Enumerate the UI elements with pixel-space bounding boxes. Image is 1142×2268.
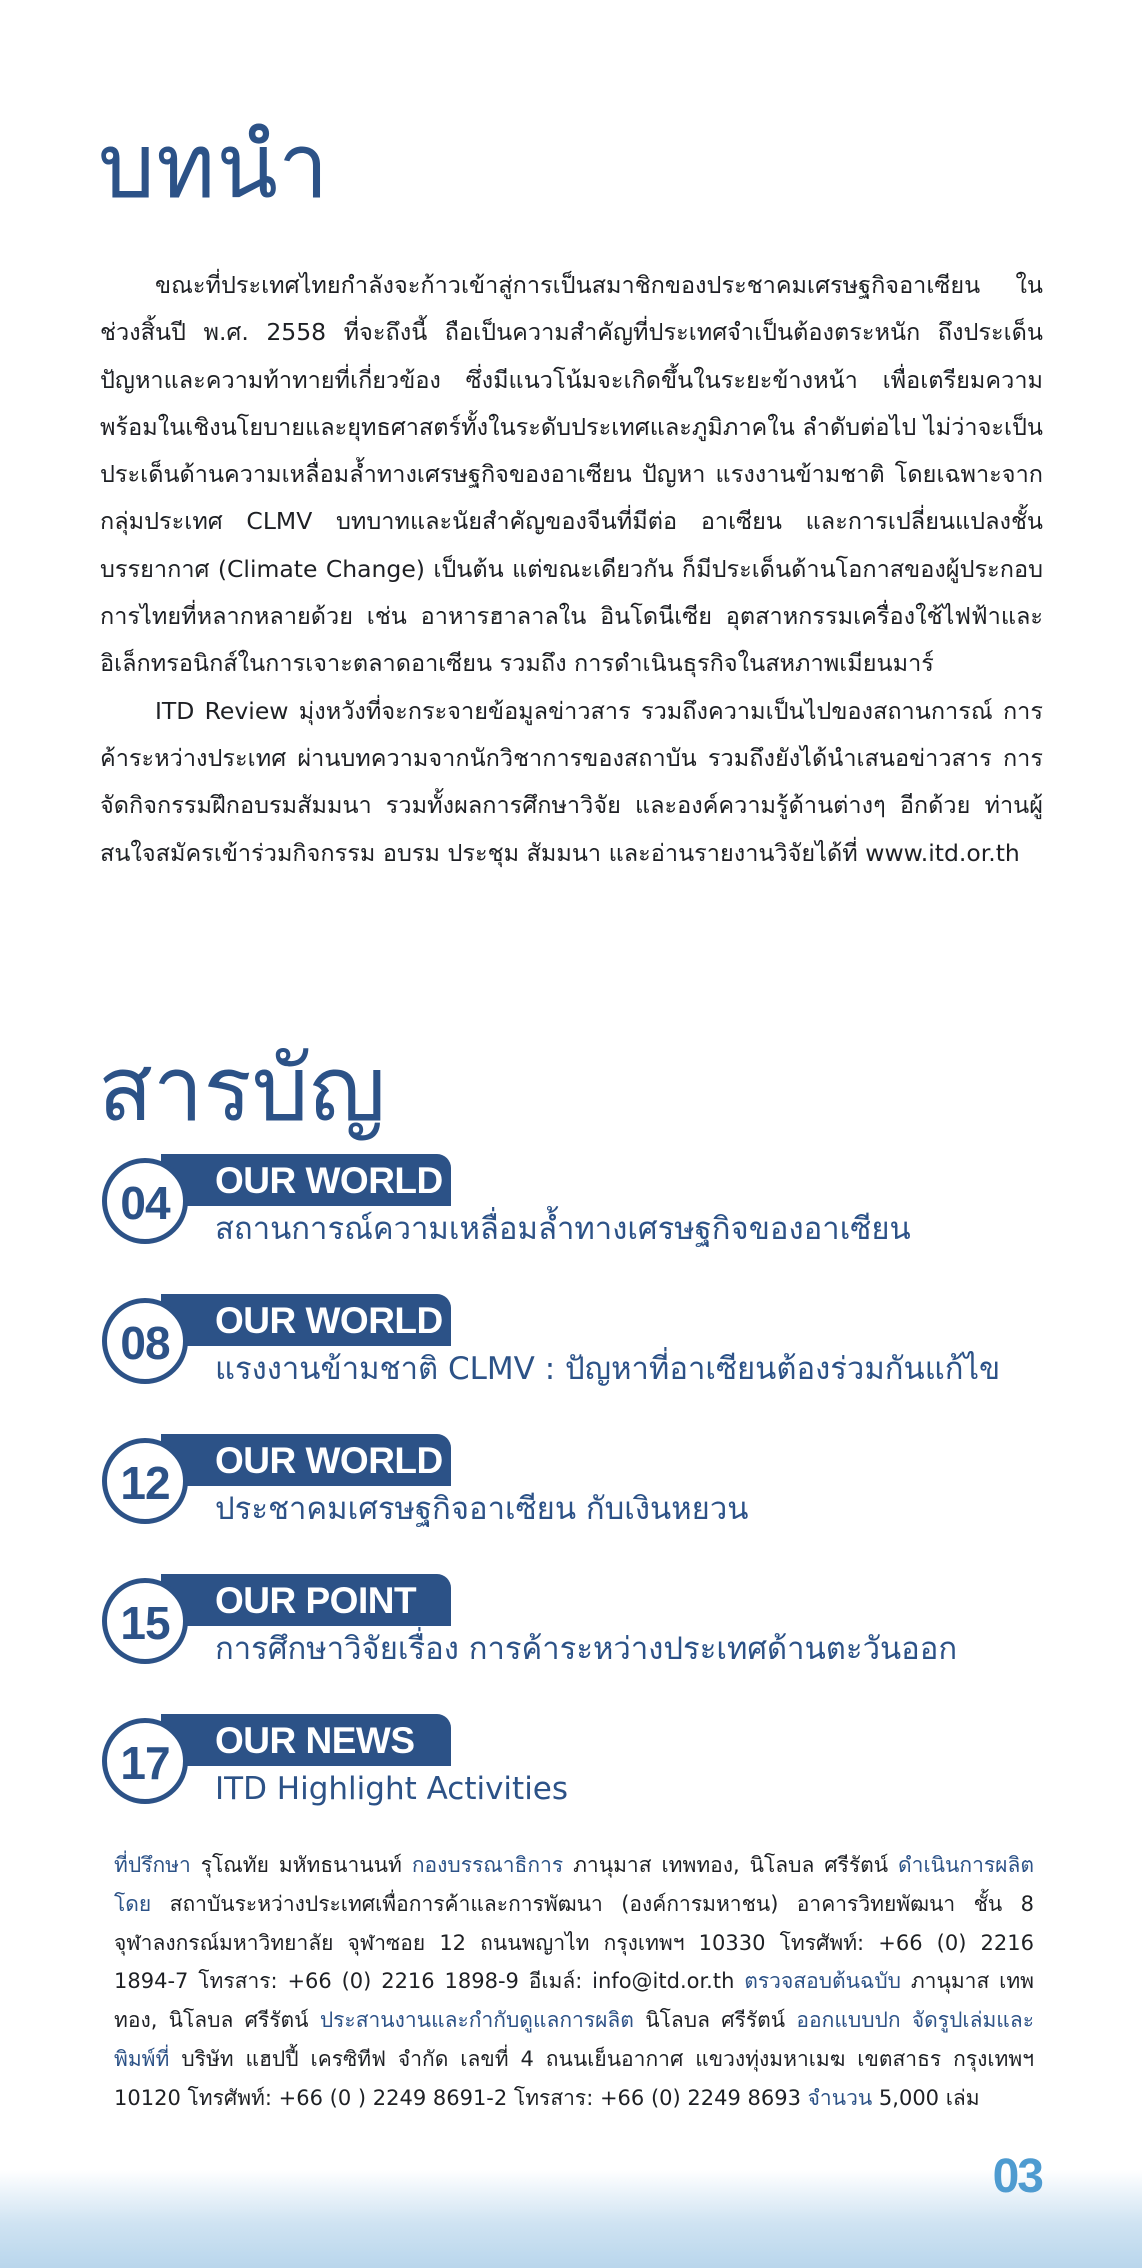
page-number-badge bbox=[102, 1578, 188, 1664]
toc-section-label: OUR POINT bbox=[215, 1580, 417, 1621]
proofread-label: ตรวจสอบต้นฉบับ bbox=[744, 1969, 901, 1994]
toc-page-number: 04 bbox=[120, 1177, 170, 1229]
copies-label: จำนวน bbox=[807, 2085, 873, 2110]
toc-section-label: OUR WORLD bbox=[215, 1300, 443, 1341]
toc-item-17[interactable] bbox=[101, 1714, 1001, 1814]
intro-body bbox=[100, 262, 1043, 877]
advisor-name: รุโณทัย มหัทธนานนท์ bbox=[200, 1853, 402, 1877]
footer-gradient-band bbox=[0, 2170, 1142, 2268]
intro-paragraph: ITD Review มุ่งหวังที่จะกระจายข้อมูลข่าวสาร รวมถึงความเป็นไปของสถานการณ์ การค้าระหว่างประเทศ ผ่านบทความจากนักวิชาการของสถาบัน รวมถึงยังได้นำเสนอข่าวสาร การจัดกิจกรรมฝึกอบรมสัมมนา รวมทั้งผลการศึกษาวิจัย และองค์ความรู้ด้านต่างๆ อีกด้วย ท่านผู้สนใจสมัครเข้าร่วมกิจกรรม อบรม ประชุม สัมมนา และอ่านรายงานวิจัยได้ที่ www.itd.or.th bbox=[100, 696, 1043, 867]
copies-count: 5,000 เล่ม bbox=[878, 2085, 980, 2110]
producer-label: ดำเนินการผลิตโดย bbox=[114, 1853, 1034, 1916]
toc-item-12[interactable] bbox=[101, 1434, 1001, 1534]
toc-page-number: 12 bbox=[120, 1457, 170, 1509]
page-number-badge bbox=[102, 1718, 188, 1804]
page-number-badge bbox=[102, 1438, 188, 1524]
toc-item-08[interactable] bbox=[101, 1294, 1001, 1394]
page-number-badge bbox=[102, 1298, 188, 1384]
toc-page-number: 17 bbox=[120, 1737, 170, 1789]
toc-heading: สารบัญ bbox=[98, 1037, 386, 1142]
editors-label: กองบรรณาธิการ bbox=[411, 1853, 564, 1877]
coordination-label: ประสานงานและกำกับดูแลการผลิต bbox=[319, 2008, 634, 2033]
page-number: 03 bbox=[992, 2150, 1042, 2203]
intro-heading: บทนำ bbox=[98, 114, 330, 219]
toc-section-label: OUR WORLD bbox=[215, 1160, 443, 1201]
page-number-badge bbox=[102, 1158, 188, 1244]
design-label: ออกแบบปก จัดรูปเล่มและพิมพ์ที่ bbox=[114, 2008, 1034, 2071]
producer-details: สถาบันระหว่างประเทศเพื่อการค้าและการพัฒนา (องค์การมหาชน) อาคารวิทยพัฒนา ชั้น 8 จุฬาลงกรณ์มหาวิทยาลัย จุฬาซอย 12 ถนนพญาไท กรุงเทพฯ 10330 โทรศัพท์: +66 (0) 2216 1894-7 โทรสาร: +66 (0) 2216 1898-9 อีเมล์: info@itd.or.th bbox=[114, 1891, 1034, 1994]
advisor-label: ที่ปรึกษา bbox=[114, 1853, 191, 1877]
intro-paragraph: ขณะที่ประเทศไทยกำลังจะก้าวเข้าสู่การเป็นสมาชิกของประชาคมเศรษฐกิจอาเซียน ในช่วงสิ้นปี พ.ศ. 2558 ที่จะถึงนี้ ถือเป็นความสำคัญที่ประเทศจำเป็นต้องตระหนัก ถึงประเด็นปัญหาและความท้าทายที่เกี่ยวข้อง ซึ่งมีแนวโน้มจะเกิดขึ้นในระยะข้างหน้า เพื่อเตรียมความพร้อมในเชิงนโยบายและยุทธศาสตร์ทั้งในระดับประเทศและภูมิภาคใน ลำดับต่อไป ไม่ว่าจะเป็นประเด็นด้านความเหลื่อมล้ำทางเศรษฐกิจของอาเซียน ปัญหา แรงงานข้ามชาติ โดยเฉพาะจากกลุ่มประเทศ CLMV บทบาทและนัยสำคัญของจีนที่มีต่อ อาเซียน และการเปลี่ยนแปลงชั้นบรรยากาศ (Climate Change) เป็นต้น แต่ขณะเดียวกัน ก็มีประเด็นด้านโอกาสของผู้ประกอบการไทยที่หลากหลายด้วย เช่น อาหารฮาลาลใน อินโดนีเซีย อุตสาหกรรมเครื่องใช้ไฟฟ้าและอิเล็กทรอนิกส์ในการเจาะตลาดอาเซียน รวมถึง การดำเนินธุรกิจในสหภาพเมียนมาร์ bbox=[100, 271, 1043, 678]
editors-names: ภานุมาส เทพทอง, นิโลบล ศรีรัตน์ bbox=[573, 1853, 889, 1877]
design-printer-details: บริษัท แฮปปี้ เครซิทีฟ จำกัด เลขที่ 4 ถนนเย็นอากาศ แขวงทุ่งมหาเมฆ เขตสาธร กรุงเทพฯ 10120 โทรศัพท์: +66 (0 ) 2249 8691-2 โทรสาร: +66 (0) 2249 8693 bbox=[114, 2046, 1035, 2110]
toc-page-number: 08 bbox=[120, 1317, 170, 1369]
toc-section-label: OUR WORLD bbox=[215, 1440, 443, 1481]
colophon bbox=[114, 1846, 1034, 2118]
toc-article-title: การศึกษาวิจัยเรื่อง การค้าระหว่างประเทศด้านตะวันออก bbox=[215, 1631, 958, 1667]
toc-article-title: ประชาคมเศรษฐกิจอาเซียน กับเงินหยวน bbox=[215, 1491, 749, 1527]
toc-article-title: ITD Highlight Activities bbox=[215, 1771, 569, 1807]
toc-item-15[interactable] bbox=[101, 1574, 1001, 1674]
toc-article-title: สถานการณ์ความเหลื่อมล้ำทางเศรษฐกิจของอาเซียน bbox=[215, 1211, 911, 1247]
toc-section-label: OUR NEWS bbox=[215, 1720, 415, 1761]
toc-article-title: แรงงานข้ามชาติ CLMV : ปัญหาที่อาเซียนต้องร่วมกันแก้ไข bbox=[215, 1351, 1001, 1387]
coordination-name: นิโลบล ศรีรัตน์ bbox=[645, 2008, 786, 2033]
proofread-names: ภานุมาส เทพทอง, นิโลบล ศรีรัตน์ bbox=[114, 1969, 1034, 2033]
toc-page-number: 15 bbox=[120, 1597, 170, 1649]
toc-item-04[interactable] bbox=[101, 1154, 1001, 1254]
